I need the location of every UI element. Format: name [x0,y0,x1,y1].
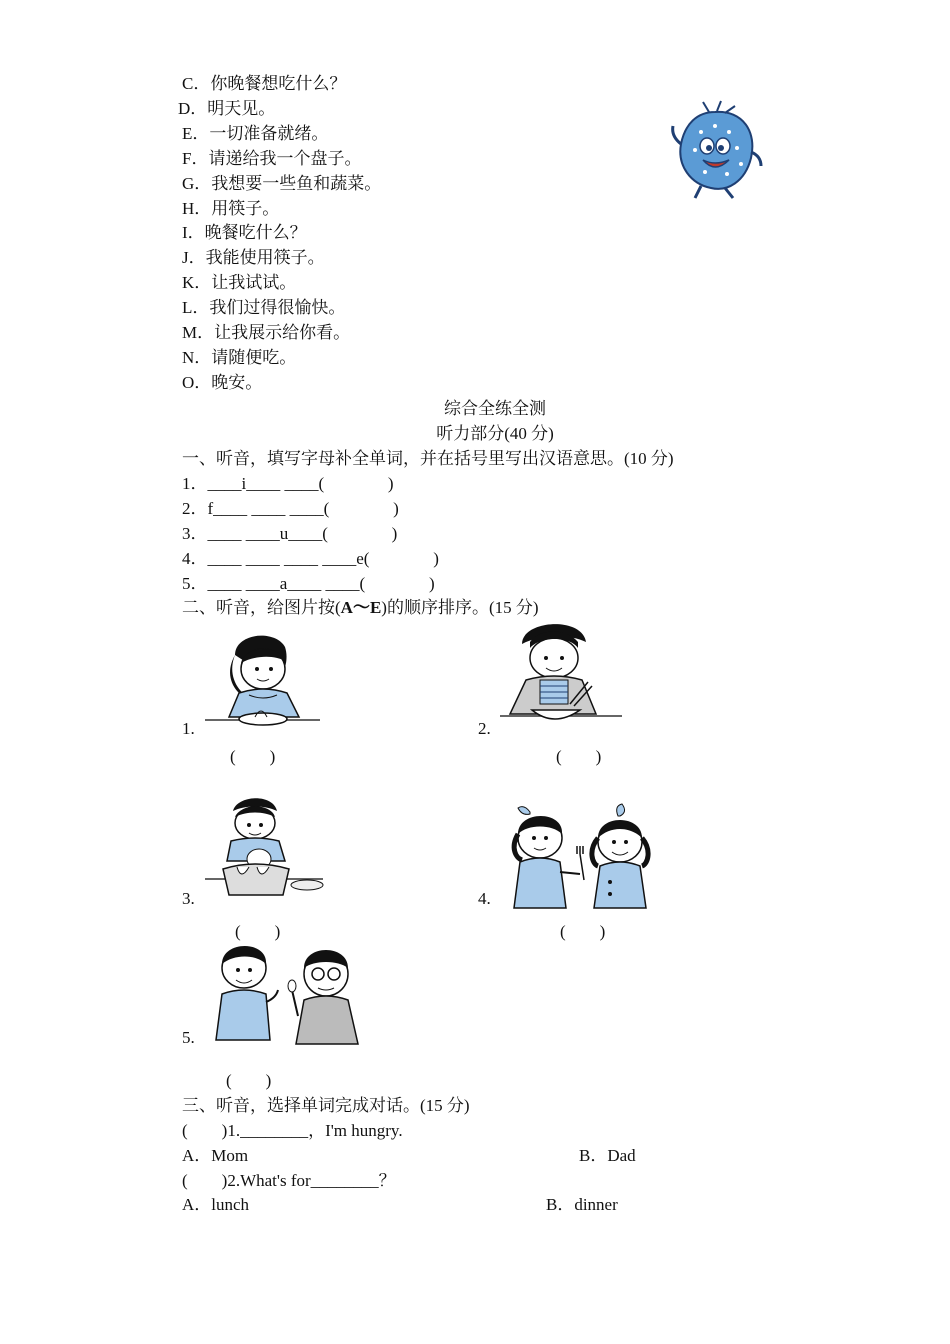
option-j: J．我能使用筷子。 [182,248,325,267]
picture-number-3: 3. [182,889,195,908]
option-n: N．请随便吃。 [182,348,297,367]
picture-number-2: 2. [478,719,491,738]
section2-heading: 二、听音，给图片按(A～E)的顺序排序。(15 分) [182,598,539,617]
answer-paren-5: ( ) [226,1071,272,1090]
question-2: ( )2.What's for________？ [182,1171,396,1190]
q2-option-a: A．lunch [182,1195,250,1214]
q2-option-b: B．dinner [546,1195,618,1214]
section3-heading: 三、听音，选择单词完成对话。(15 分) [182,1096,470,1115]
option-l: L．我们过得很愉快。 [182,298,346,317]
option-m: M．让我展示给你看。 [182,323,351,342]
strawberry-mascot-illustration [665,100,765,200]
boy-eating-with-chopsticks-picture [500,618,625,738]
option-e: E．一切准备就绪。 [182,124,329,143]
option-k: K．让我试试。 [182,273,297,292]
word-item-2: 2．f____ ____ ____( ) [182,499,399,518]
boy-and-grandpa-with-spoon-picture [208,940,368,1048]
boy-washing-dishes-picture [205,795,325,910]
q1-option-a: A．Mom [182,1146,249,1165]
option-d: D．明天见。 [178,99,276,118]
answer-paren-2: ( ) [556,747,602,766]
section1-heading: 一、听音，填写字母补全单词，并在括号里写出汉语意思。(10 分) [182,449,674,468]
picture-number-5: 5. [182,1028,195,1047]
test-title: 综合全练全测 [444,399,546,418]
word-item-1: 1．____i____ ____( ) [182,474,394,493]
picture-number-1: 1. [182,719,195,738]
word-item-5: 5．____ ____a____ ____( ) [182,574,435,593]
listening-title: 听力部分(40 分) [436,424,554,443]
option-g: G．我想要一些鱼和蔬菜。 [182,174,382,193]
option-f: F．请递给我一个盘子。 [182,149,362,168]
option-c: C．你晚餐想吃什么？ [182,74,347,93]
word-item-4: 4．____ ____ ____ ____e( ) [182,549,439,568]
answer-paren-1: ( ) [230,747,276,766]
question-1: ( )1.________，I'm hungry. [182,1121,403,1140]
word-item-3: 3．____ ____u____( ) [182,524,398,543]
two-girls-with-fork-picture [500,800,665,910]
q1-option-b: B．Dad [579,1146,636,1165]
option-i: I．晚餐吃什么？ [182,223,307,242]
option-o: O．晚安。 [182,373,263,392]
option-h: H．用筷子。 [182,199,280,218]
picture-number-4: 4. [478,889,491,908]
answer-paren-3: ( ) [235,922,281,941]
answer-paren-4: ( ) [560,922,606,941]
girl-eating-noodles-picture [205,625,325,740]
